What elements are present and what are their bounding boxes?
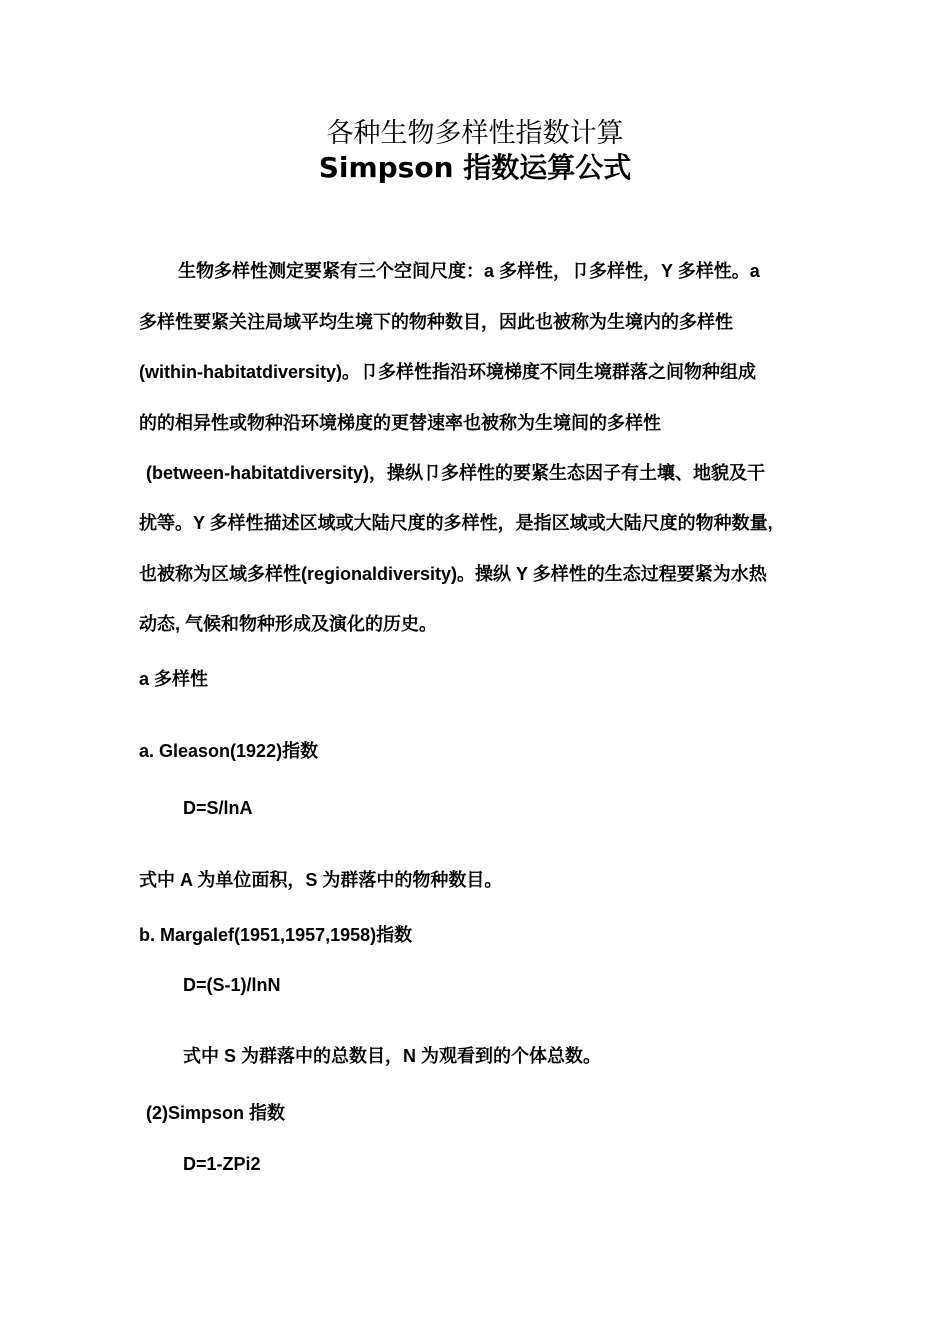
paragraph-line: 的的相异性或物种沿环境梯度的更替速率也被称为生境间的多样性 xyxy=(139,413,661,433)
document-title: 各种生物多样性指数计算 xyxy=(326,118,624,149)
gleason-formula: D=S/lnA xyxy=(183,798,253,818)
simpson-heading: (2)Simpson 指数 xyxy=(146,1103,286,1123)
margalef-heading: b. Margalef(1951,1957,1958)指数 xyxy=(139,925,413,945)
margalef-formula: D=(S-1)/lnN xyxy=(183,975,281,995)
paragraph-line: 生物多样性测定要紧有三个空间尺度：a 多样性，卩多样性，Y 多样性。a xyxy=(178,261,760,281)
paragraph-line: 多样性要紧关注局域平均生境下的物种数目，因此也被称为生境内的多样性 xyxy=(139,312,733,332)
alpha-diversity-heading: a 多样性 xyxy=(139,669,209,689)
paragraph-line: 也被称为区域多样性(regionaldiversity)。操纵 Y 多样性的生态过程要紧为水热 xyxy=(139,564,767,584)
paragraph-line: (within-habitatdiversity)。卩多样性指沿环境梯度不同生境群落之间物种组成 xyxy=(139,362,757,382)
paragraph-line: (between-habitatdiversity)，操纵卩多样性的要紧生态因子有土壤、地貌及干 xyxy=(146,463,766,483)
document-subtitle: Simpson 指数运算公式 xyxy=(318,151,632,184)
margalef-note: 式中 S 为群落中的总数目，N 为观看到的个体总数。 xyxy=(183,1046,602,1066)
simpson-formula: D=1-ZPi2 xyxy=(183,1154,261,1174)
paragraph-line: 扰等。Y 多样性描述区域或大陆尺度的多样性，是指区域或大陆尺度的物种数量, xyxy=(139,513,773,533)
paragraph-line: 动态, 气候和物种形成及演化的历史。 xyxy=(139,614,438,634)
gleason-heading: a. Gleason(1922)指数 xyxy=(139,741,319,761)
gleason-note: 式中 A 为单位面积，S 为群落中的物种数目。 xyxy=(139,870,503,890)
